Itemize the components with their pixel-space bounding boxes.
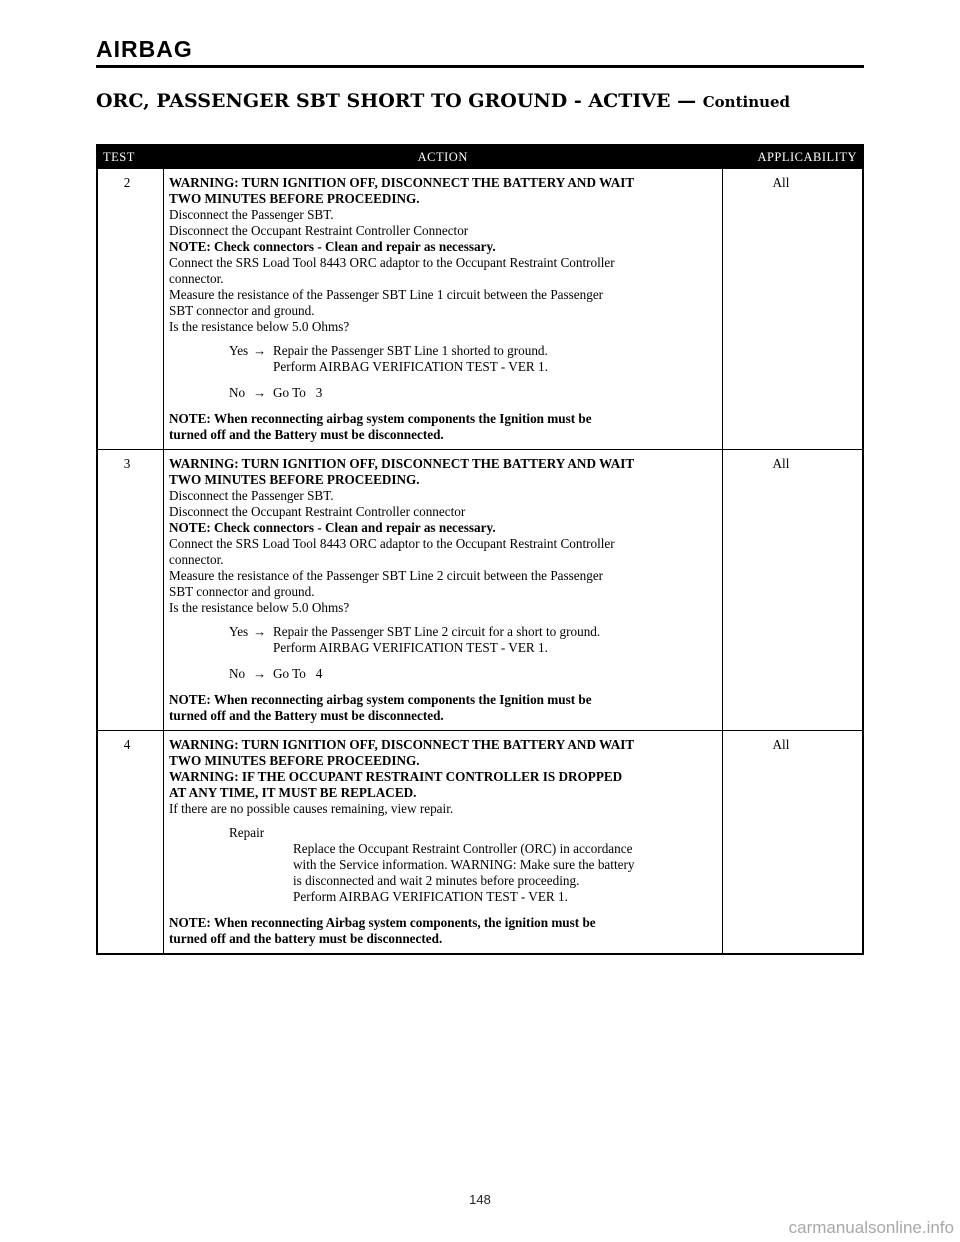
table-header-row: [97, 145, 863, 169]
step-text: Measure the resistance of the Passenger SBT Line 1 circuit between the Passenger: [169, 287, 604, 302]
no-label: No: [229, 666, 246, 681]
repair-text: Replace the Occupant Restraint Controller (ORC) in accordance with the Service information. WARNING: Make sure the battery is disconnected and wait 2 minutes before proceeding. Perform AIRBAG VERIFICATION TEST - VER 1.: [293, 841, 635, 904]
arrow-icon: →: [253, 385, 267, 400]
applicability-cell: All: [772, 737, 790, 752]
test-number: 2: [97, 169, 164, 450]
yes-option: [229, 343, 717, 375]
yes-text: Repair the Passenger SBT Line 1 shorted to ground. Perform AIRBAG VERIFICATION TEST - VER 1.: [273, 343, 548, 374]
warning-line: AT ANY TIME, IT MUST BE REPLACED.: [169, 785, 417, 800]
test-number: 4: [97, 731, 164, 955]
warning-line: TWO MINUTES BEFORE PROCEEDING.: [169, 472, 420, 487]
warning-line: WARNING: TURN IGNITION OFF, DISCONNECT THE BATTERY AND WAIT: [169, 456, 635, 471]
reconnect-note: NOTE: When reconnecting airbag system components the Ignition must be turned off and the Battery must be disconnected.: [169, 411, 592, 442]
action-cell: [164, 450, 723, 731]
applicability-cell: All: [772, 175, 790, 190]
header-action: ACTION: [164, 145, 723, 169]
reconnect-note: NOTE: When reconnecting Airbag system components, the ignition must be turned off and the battery must be disconnected.: [169, 915, 596, 946]
step-text: Disconnect the Passenger SBT.: [169, 488, 334, 503]
test-number: 3: [97, 450, 164, 731]
step-text: connector.: [169, 552, 224, 567]
step-text: connector.: [169, 271, 224, 286]
page-title: [96, 90, 876, 112]
step-text: Disconnect the Passenger SBT.: [169, 207, 334, 222]
action-cell: [164, 731, 723, 955]
step-text: Measure the resistance of the Passenger SBT Line 2 circuit between the Passenger: [169, 568, 604, 583]
note-text: NOTE: Check connectors - Clean and repair as necessary.: [169, 520, 496, 535]
step-text: Disconnect the Occupant Restraint Controller connector: [169, 504, 466, 519]
section-header: AIRBAG: [96, 36, 864, 68]
header-test: TEST: [97, 145, 164, 169]
table-row: [97, 731, 863, 955]
reconnect-note: NOTE: When reconnecting airbag system components the Ignition must be turned off and the Battery must be disconnected.: [169, 692, 592, 723]
action-cell: [164, 169, 723, 450]
step-text: If there are no possible causes remaining, view repair.: [169, 801, 454, 816]
step-text: SBT connector and ground.: [169, 584, 315, 599]
step-text: SBT connector and ground.: [169, 303, 315, 318]
repair-block: [229, 825, 717, 905]
repair-label: Repair: [229, 825, 265, 840]
no-text: Go To 3: [273, 385, 323, 400]
diagnostic-table: [96, 144, 864, 955]
yes-label: Yes: [229, 343, 249, 358]
page-number: 148: [469, 1192, 491, 1207]
title-main: ORC, PASSENGER SBT SHORT TO GROUND - ACTIVE —: [96, 90, 697, 112]
header-applicability: APPLICABILITY: [722, 145, 863, 169]
title-continued: Continued: [702, 93, 791, 111]
watermark: carmanualsonline.info: [788, 1218, 954, 1237]
no-option: [229, 385, 717, 401]
warning-line: WARNING: IF THE OCCUPANT RESTRAINT CONTROLLER IS DROPPED: [169, 769, 623, 784]
arrow-icon: →: [253, 666, 267, 681]
yes-label: Yes: [229, 624, 249, 639]
arrow-icon: →: [253, 624, 267, 639]
step-text: Disconnect the Occupant Restraint Controller Connector: [169, 223, 469, 238]
question-text: Is the resistance below 5.0 Ohms?: [169, 600, 350, 615]
warning-line: WARNING: TURN IGNITION OFF, DISCONNECT THE BATTERY AND WAIT: [169, 175, 635, 190]
yes-option: [229, 624, 717, 656]
warning-line: TWO MINUTES BEFORE PROCEEDING.: [169, 753, 420, 768]
no-text: Go To 4: [273, 666, 323, 681]
warning-line: TWO MINUTES BEFORE PROCEEDING.: [169, 191, 420, 206]
note-text: NOTE: Check connectors - Clean and repair as necessary.: [169, 239, 496, 254]
applicability-cell: All: [772, 456, 790, 471]
arrow-icon: →: [253, 343, 267, 358]
yes-text: Repair the Passenger SBT Line 2 circuit for a short to ground. Perform AIRBAG VERIFICATION TEST - VER 1.: [273, 624, 601, 655]
table-row: [97, 450, 863, 731]
step-text: Connect the SRS Load Tool 8443 ORC adaptor to the Occupant Restraint Controller: [169, 255, 615, 270]
question-text: Is the resistance below 5.0 Ohms?: [169, 319, 350, 334]
warning-line: WARNING: TURN IGNITION OFF, DISCONNECT THE BATTERY AND WAIT: [169, 737, 635, 752]
no-option: [229, 666, 717, 682]
no-label: No: [229, 385, 246, 400]
table-row: [97, 169, 863, 450]
step-text: Connect the SRS Load Tool 8443 ORC adaptor to the Occupant Restraint Controller: [169, 536, 615, 551]
